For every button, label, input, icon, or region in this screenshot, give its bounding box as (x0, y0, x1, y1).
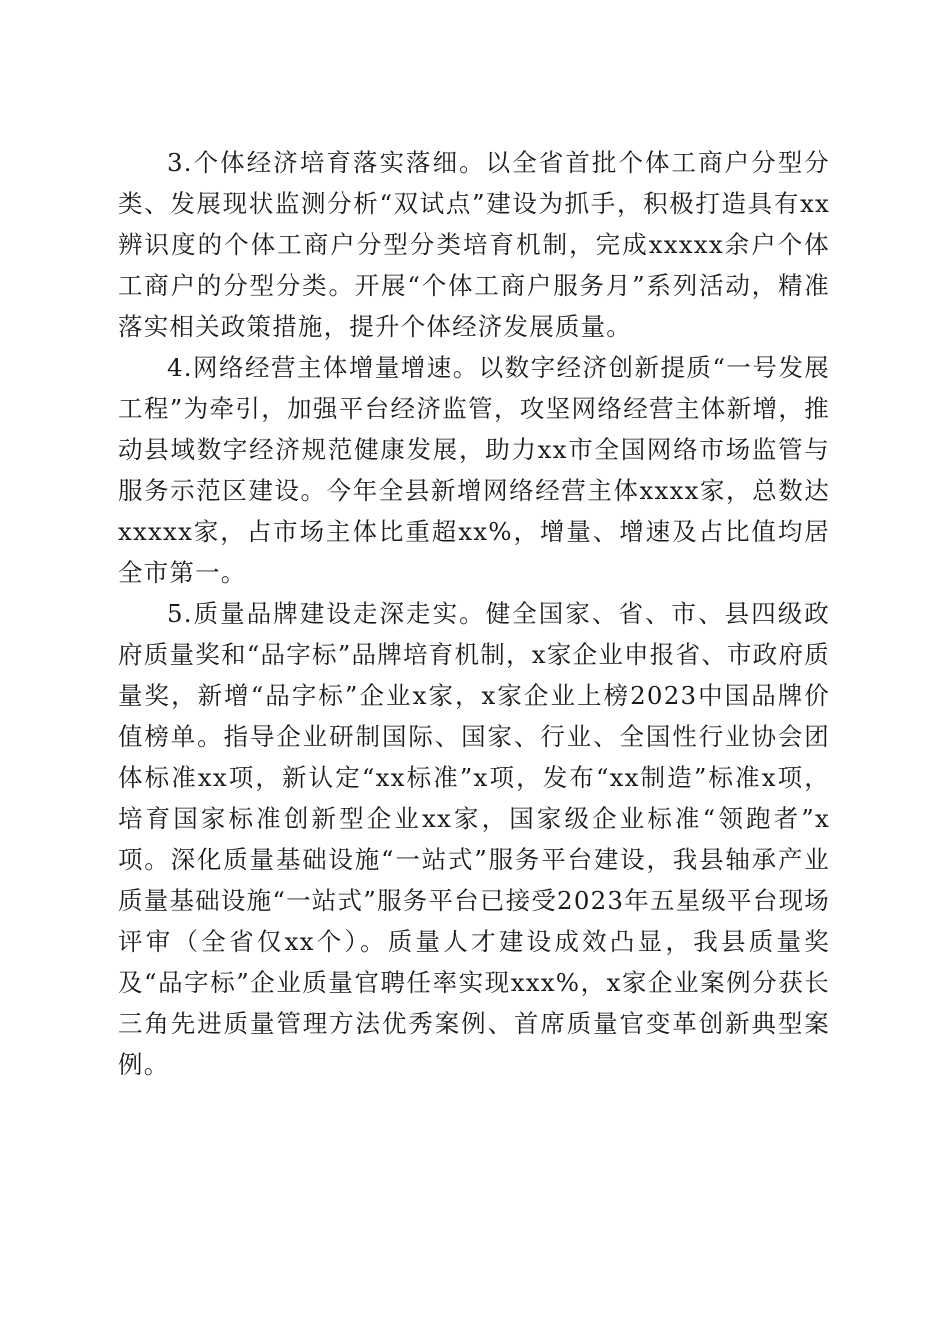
document-body (118, 142, 830, 1085)
paragraph-online-business: 4.网络经营主体增量增速。以数字经济创新提质“一号发展工程”为牵引，加强平台经济监管，攻坚网络经营主体新增，推动县域数字经济规范健康发展，助力xx市全国网络市场监管与服务示范区建设。今年全县新增网络经营主体xxxx家，总数达xxxxx家，占市场主体比重超xx%，增量、增速及占比值均居全市第一。 (118, 353, 830, 587)
paragraph-quality-brand: 5.质量品牌建设走深走实。健全国家、省、市、县四级政府质量奖和“品字标”品牌培育机制，x家企业申报省、市政府质量奖，新增“品字标”企业x家，x家企业上榜2023中国品牌价值榜单。指导企业研制国际、国家、行业、全国性行业协会团体标准xx项，新认定“xx标准”x项，发布“xx制造”标准x项，培育国家标准创新型企业xx家，国家级企业标准“领跑者”x项。深化质量基础设施“一站式”服务平台建设，我县轴承产业质量基础设施“一站式”服务平台已接受2023年五星级平台现场评审（全省仅xx个）。质量人才建设成效凸显，我县质量奖及“品字标”企业质量官聘任率实现xxx%，x家企业案例分获长三角先进质量管理方法优秀案例、首席质量官变革创新典型案例。 (118, 599, 830, 1079)
paragraph-individual-economy: 3.个体经济培育落实落细。以全省首批个体工商户分型分类、发展现状监测分析“双试点”建设为抓手，积极打造具有xx辨识度的个体工商户分型分类培育机制，完成xxxxx余户个体工商户的分型分类。开展“个体工商户服务月”系列活动，精准落实相关政策措施，提升个体经济发展质量。 (118, 148, 830, 341)
